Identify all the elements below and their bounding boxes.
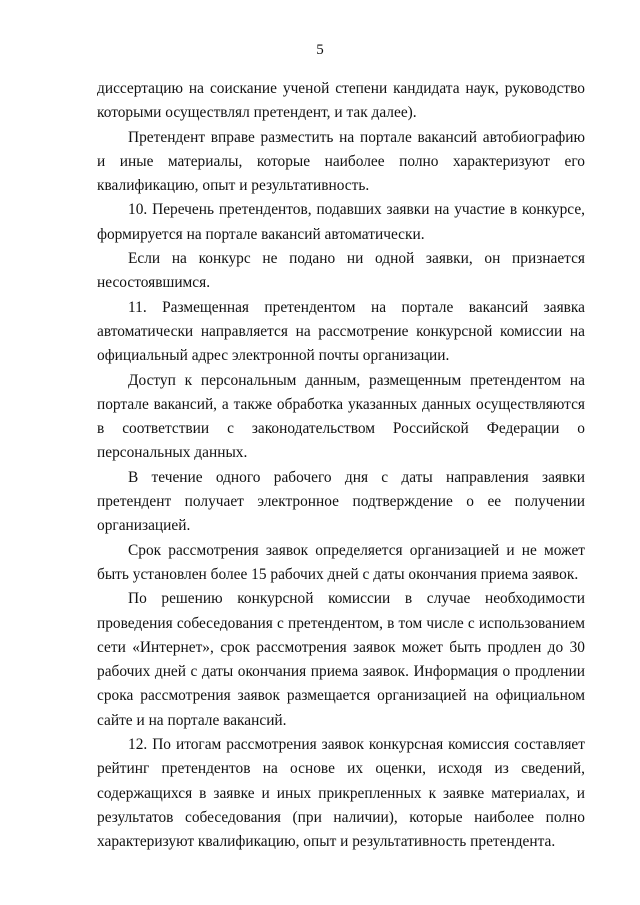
document-body xyxy=(97,77,585,855)
paragraph-item-10: 10. Перечень претендентов, подавших заявки на участие в конкурсе, формируется на портале вакансий автоматически. xyxy=(97,201,585,243)
paragraph-personal-data: Доступ к персональным данным, размещенным претендентом на портале вакансий, а также обработка указанных данных осуществляются в соответствии с законодательством Российской Федерации о персональных данных. xyxy=(97,371,585,462)
paragraph-continuation: диссертацию на соискание ученой степени кандидата наук, руководство которыми осуществлял претендент, и так далее). xyxy=(97,80,585,122)
paragraph-item-12: 12. По итогам рассмотрения заявок конкурсная комиссия составляет рейтинг претендентов на основе их оценки, исходя из сведений, содержащихся в заявке и иных прикрепленных к заявке материалах, и результатов собеседования (при наличии), которые наиболее полно характеризуют квалификацию, опыт и результативность претендента. xyxy=(97,736,585,851)
paragraph-item-11: 11. Размещенная претендентом на портале вакансий заявка автоматически направляется на рассмотрение конкурсной комиссии на официальный адрес электронной почты организации. xyxy=(97,298,585,365)
page-number: 5 xyxy=(316,42,324,58)
paragraph-extension: По решению конкурсной комиссии в случае необходимости проведения собеседования с претендентом, в том числе с использованием сети «Интернет», срок рассмотрения заявок может быть продлен до 30 рабочих дней с даты окончания приема заявок. Информация о продлении срока рассмотрения заявок размещается организацией на официальном сайте и на портале вакансий. xyxy=(97,590,585,729)
paragraph-autobiography: Претендент вправе разместить на портале вакансий автобиографию и иные материалы, которые наиболее полно характеризуют его квалификацию, опыт и результативность. xyxy=(97,128,585,195)
paragraph-no-applications: Если на конкурс не подано ни одной заявки, он признается несостоявшимся. xyxy=(97,250,585,292)
paragraph-review-period: Срок рассмотрения заявок определяется организацией и не может быть установлен более 15 рабочих дней с даты окончания приема заявок. xyxy=(97,541,585,583)
paragraph-confirmation: В течение одного рабочего дня с даты направления заявки претендент получает электронное подтверждение о ее получении организацией. xyxy=(97,468,585,535)
